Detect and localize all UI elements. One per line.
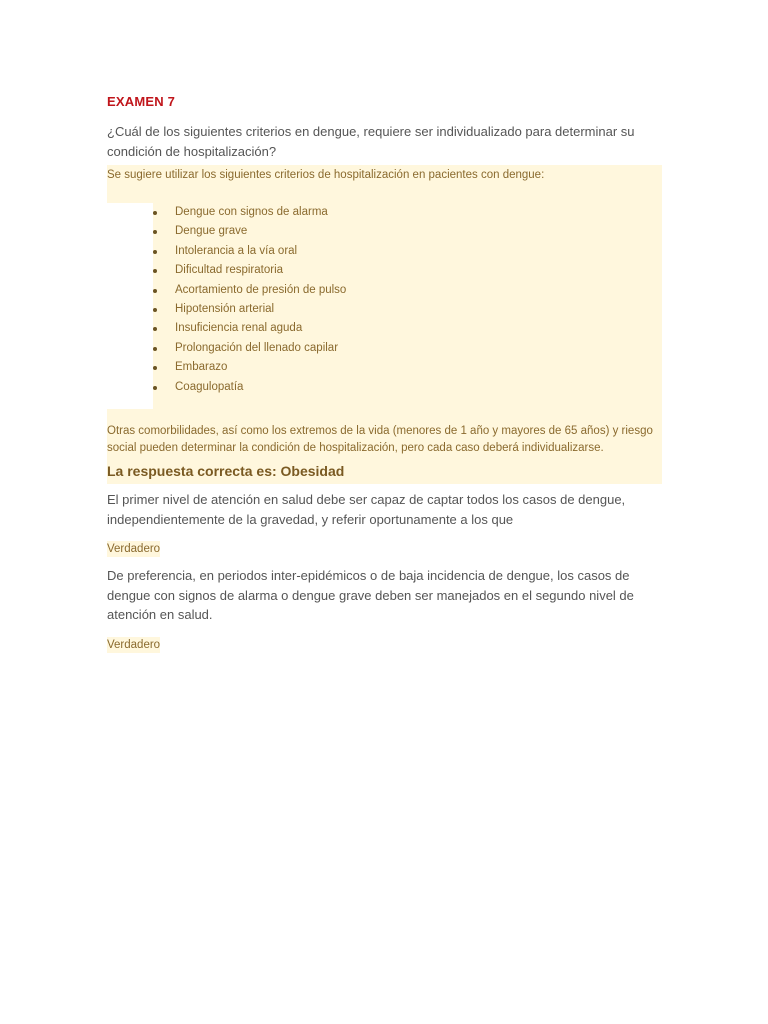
statement-1-answer: Verdadero (107, 543, 161, 555)
list-item: Dificultad respiratoria (153, 261, 662, 280)
list-item: Hipotensión arterial (153, 300, 662, 319)
question-text: ¿Cuál de los siguientes criterios en dengue, requiere ser individualizado para determinar su condición de hospitalización? (107, 124, 635, 159)
statement-1-text: El primer nivel de atención en salud debe ser capaz de captar todos los casos de dengue, independientemente de la gravedad, y referir oportunamente a los que (107, 492, 626, 527)
list-item: Insuficiencia renal aguda (153, 319, 662, 338)
list-item: Dengue grave (153, 222, 662, 241)
list-item: Coagulopatía (153, 378, 662, 397)
bullet-icon (153, 211, 157, 215)
bullet-icon (153, 366, 157, 370)
exam-title: EXAMEN 7 (107, 94, 176, 109)
list-item: Intolerancia a la vía oral (153, 242, 662, 261)
bullet-icon (153, 386, 157, 390)
bullet-icon (153, 289, 157, 293)
bullet-icon (153, 250, 157, 254)
bullet-icon (153, 327, 157, 331)
list-item: Acortamiento de presión de pulso (153, 281, 662, 300)
feedback-outro: Otras comorbilidades, así como los extremos de la vida (menores de 1 año y mayores de 65 años) y riesgo social pueden determinar la condición de hospitalización, pero cada caso deberá individualizarse. (107, 425, 653, 454)
correct-answer: La respuesta correcta es: Obesidad (107, 463, 345, 479)
bullet-icon (153, 269, 157, 273)
criteria-list (107, 203, 662, 397)
bullet-icon (153, 230, 157, 234)
bullet-icon (153, 308, 157, 312)
criteria-list-wrap (107, 203, 662, 409)
list-item: Dengue con signos de alarma (153, 203, 662, 222)
feedback-block (107, 165, 662, 484)
bullet-icon (153, 347, 157, 351)
list-item: Prolongación del llenado capilar (153, 339, 662, 358)
document-page (107, 94, 662, 653)
list-item: Embarazo (153, 358, 662, 377)
statement-2-answer: Verdadero (107, 638, 161, 651)
feedback-intro: Se sugiere utilizar los siguientes criterios de hospitalización en pacientes con dengue: (107, 169, 545, 181)
statement-2-text: De preferencia, en periodos inter-epidémicos o de baja incidencia de dengue, los casos de dengue con signos de alarma o dengue grave deben ser manejados en el segundo nivel de atención en salud. (107, 568, 634, 622)
